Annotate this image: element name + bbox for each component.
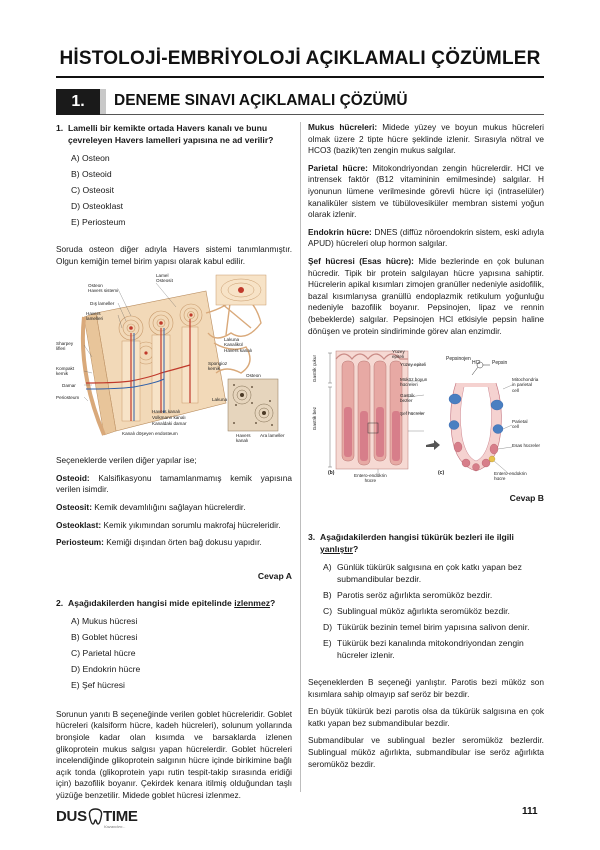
logo-time-text: TIME — [103, 808, 138, 825]
label-pepsin: Pepsin — [492, 360, 508, 367]
label-osteon: Osteon Havers sistemi — [88, 283, 119, 294]
option-d — [323, 621, 544, 633]
label-pepsinojen: Pepsinojen — [446, 356, 471, 363]
question-emphasis: yanlıştır — [320, 544, 353, 555]
section-number: 1. — [56, 89, 100, 115]
label-kompakt: Kompakt kemik — [56, 366, 75, 377]
gastric-illustration — [308, 347, 544, 487]
question-2 — [56, 597, 292, 691]
label-osteon-2: Osteon — [246, 373, 261, 379]
label-entero-endokrin-2: Entero-endokrin hücre — [494, 471, 527, 482]
label-havers-lamelleri: Havers lamelleri — [86, 311, 104, 322]
label-gastrik-cukur: Gastrik çukur — [312, 355, 317, 383]
definition-osteoid — [56, 473, 292, 496]
label-mukoz-boyun: Müköz boyun hücreleri — [400, 377, 428, 388]
explanation-paragraph-5: Submandibular ve sublingual bezler seromüköz bezlerdir. Sublingual müköz ağırlıkta, submandibular ise seröz ağırlıkta seromüköz bezdir. — [308, 735, 544, 769]
definition: Kemik devamlılığını sağlayan hücrelerdir. — [91, 501, 246, 512]
option-d: D) Osteoklast — [71, 201, 124, 211]
question-text — [320, 531, 544, 555]
label-parietal-cell: Parietal cell — [512, 419, 528, 430]
label-endosteum: Kanalı döşeyen endosteum — [122, 431, 178, 437]
question-3 — [308, 531, 544, 661]
gastric-gland-figure — [308, 347, 544, 487]
right-column — [308, 122, 544, 770]
definition-osteosit — [56, 502, 292, 514]
term: Şef hücresi (Esas hücre): — [308, 255, 414, 266]
options-intro: Seçeneklerde verilen diğer yapılar ise; — [56, 455, 197, 466]
label-lamel-osteosit: Lamel Osteosit — [156, 273, 173, 284]
question-text — [68, 597, 292, 609]
definition: Midede yüzey ve boyun mukus hücreleri olmak üzere 2 tipte hücre şeklinde izlenir. Sırasıyla nötral ve HCO3 (bazik)'ten zengin mukus salgılar. — [308, 122, 544, 156]
option-c: C) Osteosit — [71, 185, 114, 195]
question-text-part: Aşağıdakilerden hangisi mide epitelinde — [68, 597, 235, 608]
option-letter: B) — [323, 590, 332, 601]
option-text: Günlük tükürük salgısına en çok katkı yapan bez submandibular bezdir. — [337, 562, 522, 585]
label-yuzey-epiteli-2: Yüzey epiteli — [400, 362, 427, 368]
option-e: E) Şef hücresi — [71, 679, 125, 690]
question-1 — [56, 122, 292, 228]
section-strip — [100, 89, 106, 115]
option-letter: E) — [323, 638, 332, 649]
explanation-paragraph-4: En büyük tükürük bezi parotis olsa da tükürük salgısına en çok katkı yapan bez submandibular bezdir. — [308, 706, 544, 728]
definition: DNES (diffüz nöroendokrin sistem, eski adıyla APUD) hücreleri olup hormon salgılar. — [308, 226, 544, 249]
definition-mukus — [308, 122, 544, 157]
definition-parietal — [308, 163, 544, 221]
term: Periosteum: — [56, 537, 104, 548]
option-text: Sublingual müköz ağırlıkta seromüköz bezdir. — [337, 606, 510, 617]
term: Osteoid: — [56, 472, 90, 483]
option-a: A) Osteon — [71, 153, 110, 163]
label-damar: Damar — [62, 383, 76, 389]
section-title: DENEME SINAVI AÇIKLAMALI ÇÖZÜMÜ — [114, 92, 408, 109]
tooth-icon — [88, 808, 103, 825]
definition-periosteum — [56, 537, 292, 549]
options-list — [323, 561, 544, 661]
label-esas-hucreler: Esas hücreler — [512, 443, 541, 449]
label-gastrik-bez: Gastrik bez — [312, 407, 317, 431]
label-dis-lameller: Dış lameller — [90, 301, 115, 307]
definition-sef — [308, 256, 544, 337]
definition-endokrin — [308, 227, 544, 250]
label-fig-b: (b) — [328, 470, 335, 477]
label-gastrik-bezler: Gastrik bezler — [400, 393, 415, 404]
definition-osteoklast — [56, 520, 292, 532]
definition: Mitokondriyondan zengin hücrelerdir. HCl ve intrensek faktör (B12 vitamininin emilmesinde) salgılar. H iyonunun lümene verilmesinde görevli hücre içi (intraselüler) kanaliküler sistem ve tübülovesiküler membran sistemi yoğun olarak izlenir. — [308, 162, 544, 220]
explanation-paragraph: Soruda osteon diğer adıyla Havers sistemi tanımlanmıştır. Olgun kemiğin temel birim yapısı olarak kabul edilir. — [56, 244, 292, 266]
column-divider — [300, 122, 301, 792]
term: Osteosit: — [56, 501, 92, 512]
term: Osteoklast: — [56, 519, 102, 530]
option-b — [323, 589, 544, 601]
title-rule — [56, 76, 544, 78]
page-title: HİSTOLOJİ-EMBRİYOLOJİ AÇIKLAMALI ÇÖZÜMLER — [59, 48, 541, 69]
label-ara-lameller: Ara lameller — [260, 433, 285, 439]
option-a: A) Mukus hücresi — [71, 615, 138, 626]
label-lakuna: Lakuna Kanalikül Havers kanalı — [224, 337, 253, 353]
dustime-logo — [56, 806, 166, 828]
label-entero-endokrin: Entero-endokrin hücre — [354, 473, 387, 484]
label-periosteum: Periosteum — [56, 395, 80, 401]
page-number: 111 — [522, 806, 538, 817]
option-c — [323, 605, 544, 617]
explanation-paragraph-3: Seçeneklerden B seçeneği yanlıştır. Parotis bezi müköz son kısımlara sahip olmayıp saf seröz bir bezdir. — [308, 677, 544, 699]
label-mitokondri: Mitochondria in parietal cell — [512, 377, 539, 393]
label-kanalda-damar: Kanaldaki damar — [152, 421, 187, 427]
option-b: B) Osteoid — [71, 169, 112, 179]
label-fig-c: (c) — [438, 470, 445, 477]
label-havers-kanali: Havers kanalı — [152, 409, 181, 415]
option-text: Tükürük bezi kanalında mitokondriyondan zengin hücreler izlenir. — [337, 638, 524, 661]
question-text-part: Aşağıdakilerden hangisi tükürük bezleri ile ilgili — [320, 532, 514, 543]
options-list — [71, 152, 292, 228]
option-letter: D) — [323, 622, 333, 633]
explanation-paragraph-2: Sorunun yanıtı B seçeneğinde verilen goblet hücreleridir. Goblet hücreleri (kalsiform hücre, kadeh hücreleri), solunum yollarında bronşiole kadar olan kısımda ve barsaklarda izlenen glikoprotein mukus salgısı yapan hücrelerdir. Goblet hücreleri incelendiğinde glikoprotein salgının hücre içinde birikimine bağlı açık tonda (glikoprotein yapı rutin tespit-takip sırasında eridiği için) bazofilik boyanır. Çekirdek kenara itilmiş olduğundan taşlı yüzüğe benzetilir. Midede goblet hücresi izlenmez. — [56, 708, 292, 800]
definition: Kalsifikasyonu tamamlanmamış kemik yapısına verilen isimdir. — [56, 472, 292, 495]
option-d: D) Endokrin hücre — [71, 663, 141, 674]
label-spongioz: Spongioz kemik — [208, 361, 228, 372]
option-c: C) Parietal hücre — [71, 647, 136, 658]
option-letter: A) — [323, 562, 332, 573]
left-column — [56, 122, 292, 802]
logo-dus-text: DUS — [56, 808, 87, 825]
question-text: Lamelli bir kemikte ortada Havers kanalı ve bunu çevreleyen Havers lamelleri yapısına ne ad verilir? — [68, 123, 274, 145]
answer-2: Cevap B — [509, 493, 544, 504]
option-letter: C) — [323, 606, 333, 617]
label-sef-hucreler: Şef hücreler — [400, 411, 425, 417]
question-emphasis: izlenmez — [234, 597, 271, 608]
answer-1: Cevap A — [257, 570, 292, 581]
definition: Kemiği dışından örten bağ dokusu yapıdır. — [103, 537, 262, 548]
bone-structure-figure — [56, 273, 292, 445]
label-hcl: HCl — [472, 360, 481, 367]
section-underline — [100, 114, 544, 115]
logo-tagline: Kazandırır... — [104, 824, 126, 829]
option-text: Tükürük bezinin temel birim yapısına salivon denir. — [337, 622, 530, 633]
question-number: 1. — [56, 123, 64, 133]
question-number: 2. — [56, 597, 64, 608]
question-number: 3. — [308, 532, 316, 543]
option-b: B) Goblet hücresi — [71, 631, 138, 642]
option-e: E) Periosteum — [71, 217, 126, 227]
label-volkmann: Volkmann kanalı — [152, 415, 186, 421]
section-banner — [56, 89, 544, 115]
term: Mukus hücreleri: — [308, 122, 378, 132]
option-e — [323, 637, 544, 661]
term: Endokrin hücre: — [308, 226, 372, 237]
option-a — [323, 561, 544, 585]
option-text: Parotis seröz ağırlıkta seromüköz bezdir. — [337, 590, 493, 601]
label-havers-kanali-2: Havers kanalı — [236, 433, 251, 444]
term: Parietal hücre: — [308, 162, 368, 173]
label-yuzey-epiteli: Yüzey epiteli — [392, 349, 405, 360]
definition: Mide bezlerinde en çok bulunan hücredir. Tipik bir protein salgılayan hücre yapısına sahiptir. Hücrelerin apikal kısımları zimojen granüller nedeniyle asidofilik, bazal kısımlarıysa granüllü endoplazmik retikulum yoğunluğu nedeniyle bazofilik boyanır. Pepsinojen, lipaz ve rennin (bebeklerde) salgılar. Pepsinojen HCl etkisiyle pepsin haline dönüşen ve protein sindiriminde görev alan enzimdir. — [308, 255, 544, 336]
question-text-end: ? — [352, 544, 359, 555]
options-list — [71, 615, 292, 691]
question-text-end: ? — [270, 597, 276, 608]
definition: Kemik yıkımından sorumlu makrofaj hücreleridir. — [101, 519, 281, 530]
label-lakuna-2: Lakuna — [212, 397, 228, 403]
label-sharpey: Sharpey lifleri — [56, 341, 74, 352]
